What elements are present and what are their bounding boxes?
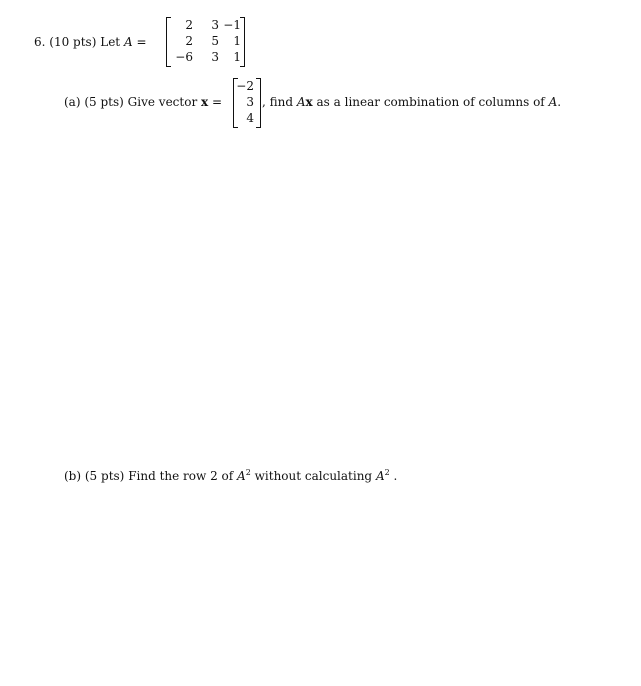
part-b-text-2: without calculating [254,469,373,483]
matrix-cell: 3 [211,50,219,64]
matrix-cell: 1 [233,34,241,48]
problem-let: Let [100,35,121,49]
part-b-exp1: 2 [245,468,251,477]
matrix-cell: 2 [185,34,193,48]
part-b-period: . [393,469,398,483]
part-b-text-1: Find the row 2 of [128,469,234,483]
expr-x: x [305,95,313,109]
part-a-prefix [64,95,222,109]
problem-number: 6. [34,35,46,49]
expr-a: A [296,95,306,109]
matrix-cell: −1 [223,18,241,32]
vector-cell: 4 [246,111,254,125]
part-b-a1: A [237,469,246,483]
matrix-a [167,17,245,65]
matrix-cell: 1 [233,50,241,64]
problem-points: (10 pts) [49,35,97,49]
part-b-a2: A [375,469,385,483]
part-a-equals: = [212,95,223,109]
matrix-cell: 2 [185,18,193,32]
matrix-cell: 3 [211,18,219,32]
problem-statement [34,35,147,49]
matrix-name: A [123,35,133,49]
matrix-right-bracket [240,17,245,67]
part-a-question [262,95,561,109]
vector-cell: 3 [246,95,254,109]
end-a: A [548,95,558,109]
vector-name: x [201,95,209,109]
equals-sign: = [136,35,147,49]
vector-cell: −2 [236,79,254,93]
part-a-text-after-1: , find [262,95,294,109]
matrix-cell: −6 [175,50,193,64]
vector-right-bracket [256,78,261,128]
part-a-period: . [557,95,562,109]
part-a-text-before: Give vector [127,95,198,109]
part-a-label: (a) [64,95,81,109]
vector-x [236,78,258,126]
part-a-text-after-2: as a linear combination of columns of [316,95,545,109]
part-b-points: (5 pts) [84,469,125,483]
matrix-cell: 5 [211,34,219,48]
part-b-label: (b) [64,469,82,483]
part-b-question [64,469,397,483]
part-a-points: (5 pts) [84,95,124,109]
part-b-exp2: 2 [384,468,390,477]
